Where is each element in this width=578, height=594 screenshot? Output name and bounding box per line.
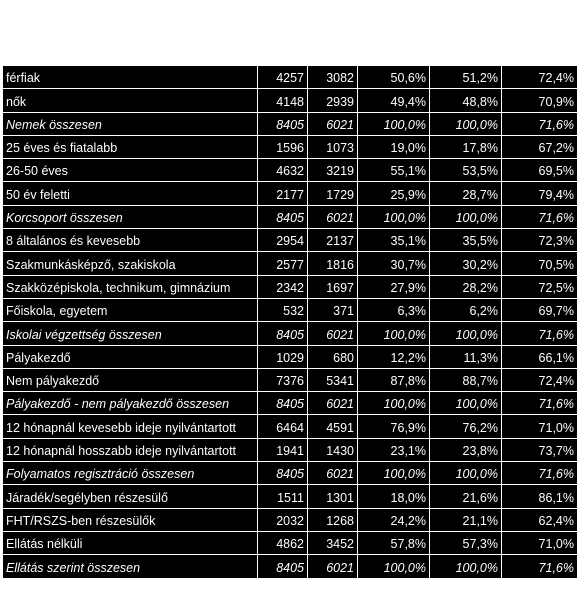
count-a-cell: 8405 (258, 462, 308, 485)
table-body (3, 66, 578, 579)
table-row (3, 182, 578, 205)
table-row (3, 531, 578, 554)
share-b-cell: 53,5% (430, 159, 502, 182)
ratio-cell: 70,9% (502, 89, 578, 112)
ratio-cell: 69,5% (502, 159, 578, 182)
count-a-cell: 8405 (258, 322, 308, 345)
row-label-cell: Ellátás szerint összesen (3, 555, 258, 578)
count-a-cell: 1596 (258, 135, 308, 158)
share-b-cell: 17,8% (430, 135, 502, 158)
table-row (3, 135, 578, 158)
share-b-cell: 11,3% (430, 345, 502, 368)
share-b-cell: 6,2% (430, 298, 502, 321)
share-a-cell: 100,0% (358, 392, 430, 415)
share-b-cell: 100,0% (430, 112, 502, 135)
ratio-cell: 86,1% (502, 485, 578, 508)
share-b-cell: 23,8% (430, 438, 502, 461)
ratio-cell: 71,0% (502, 415, 578, 438)
count-a-cell: 2577 (258, 252, 308, 275)
table-row (3, 368, 578, 391)
share-b-cell: 28,7% (430, 182, 502, 205)
row-label-cell: Ellátás nélküli (3, 531, 258, 554)
row-label-cell: 26-50 éves (3, 159, 258, 182)
count-b-cell: 1430 (308, 438, 358, 461)
table-row (3, 392, 578, 415)
share-b-cell: 100,0% (430, 392, 502, 415)
count-a-cell: 8405 (258, 112, 308, 135)
ratio-cell: 72,5% (502, 275, 578, 298)
table-row (3, 66, 578, 89)
count-a-cell: 4862 (258, 531, 308, 554)
row-label-cell: Nemek összesen (3, 112, 258, 135)
table-row (3, 508, 578, 531)
count-b-cell: 680 (308, 345, 358, 368)
share-b-cell: 28,2% (430, 275, 502, 298)
table-row (3, 322, 578, 345)
ratio-cell: 70,5% (502, 252, 578, 275)
row-label-cell: Pályakezdő (3, 345, 258, 368)
count-a-cell: 8405 (258, 205, 308, 228)
ratio-cell: 71,6% (502, 112, 578, 135)
count-b-cell: 3082 (308, 66, 358, 89)
count-b-cell: 1816 (308, 252, 358, 275)
row-label-cell: Főiskola, egyetem (3, 298, 258, 321)
row-label-cell: 8 általános és kevesebb (3, 229, 258, 252)
row-label-cell: Nem pályakezdő (3, 368, 258, 391)
ratio-cell: 73,7% (502, 438, 578, 461)
ratio-cell: 71,6% (502, 205, 578, 228)
row-label-cell: 25 éves és fiatalabb (3, 135, 258, 158)
row-label-cell: 12 hónapnál kevesebb ideje nyilvántartott (3, 415, 258, 438)
share-a-cell: 76,9% (358, 415, 430, 438)
row-label-cell: Járadék/segélyben részesülő (3, 485, 258, 508)
share-b-cell: 100,0% (430, 205, 502, 228)
count-b-cell: 1301 (308, 485, 358, 508)
ratio-cell: 62,4% (502, 508, 578, 531)
count-b-cell: 371 (308, 298, 358, 321)
count-b-cell: 6021 (308, 555, 358, 578)
share-b-cell: 21,1% (430, 508, 502, 531)
share-a-cell: 12,2% (358, 345, 430, 368)
share-b-cell: 30,2% (430, 252, 502, 275)
ratio-cell: 72,3% (502, 229, 578, 252)
share-b-cell: 21,6% (430, 485, 502, 508)
ratio-cell: 71,6% (502, 392, 578, 415)
share-a-cell: 19,0% (358, 135, 430, 158)
table-row (3, 229, 578, 252)
count-a-cell: 4632 (258, 159, 308, 182)
share-b-cell: 76,2% (430, 415, 502, 438)
share-a-cell: 23,1% (358, 438, 430, 461)
count-b-cell: 1729 (308, 182, 358, 205)
count-b-cell: 5341 (308, 368, 358, 391)
ratio-cell: 71,6% (502, 462, 578, 485)
count-b-cell: 4591 (308, 415, 358, 438)
share-b-cell: 100,0% (430, 555, 502, 578)
share-b-cell: 35,5% (430, 229, 502, 252)
share-a-cell: 18,0% (358, 485, 430, 508)
count-b-cell: 1697 (308, 275, 358, 298)
share-a-cell: 87,8% (358, 368, 430, 391)
count-a-cell: 2032 (258, 508, 308, 531)
share-a-cell: 35,1% (358, 229, 430, 252)
share-a-cell: 50,6% (358, 66, 430, 89)
row-label-cell: Szakközépiskola, technikum, gimnázium (3, 275, 258, 298)
table-row (3, 275, 578, 298)
ratio-cell: 79,4% (502, 182, 578, 205)
count-b-cell: 6021 (308, 322, 358, 345)
table-row (3, 345, 578, 368)
row-label-cell: 12 hónapnál hosszabb ideje nyilvántartott (3, 438, 258, 461)
share-b-cell: 88,7% (430, 368, 502, 391)
count-b-cell: 3219 (308, 159, 358, 182)
share-b-cell: 48,8% (430, 89, 502, 112)
share-a-cell: 25,9% (358, 182, 430, 205)
count-b-cell: 6021 (308, 205, 358, 228)
table-row (3, 438, 578, 461)
count-a-cell: 2954 (258, 229, 308, 252)
count-a-cell: 8405 (258, 392, 308, 415)
share-a-cell: 6,3% (358, 298, 430, 321)
table-row (3, 89, 578, 112)
row-label-cell: Folyamatos regisztráció összesen (3, 462, 258, 485)
ratio-cell: 67,2% (502, 135, 578, 158)
share-a-cell: 27,9% (358, 275, 430, 298)
count-a-cell: 4257 (258, 66, 308, 89)
row-label-cell: FHT/RSZS-ben részesülők (3, 508, 258, 531)
share-a-cell: 100,0% (358, 322, 430, 345)
count-a-cell: 1029 (258, 345, 308, 368)
row-label-cell: 50 év feletti (3, 182, 258, 205)
ratio-cell: 66,1% (502, 345, 578, 368)
share-a-cell: 24,2% (358, 508, 430, 531)
count-a-cell: 8405 (258, 555, 308, 578)
table-row (3, 205, 578, 228)
statistics-table (2, 65, 578, 579)
ratio-cell: 71,0% (502, 531, 578, 554)
ratio-cell: 69,7% (502, 298, 578, 321)
share-a-cell: 49,4% (358, 89, 430, 112)
count-a-cell: 1941 (258, 438, 308, 461)
table-row (3, 298, 578, 321)
table-row (3, 485, 578, 508)
count-a-cell: 6464 (258, 415, 308, 438)
row-label-cell: nők (3, 89, 258, 112)
ratio-cell: 71,6% (502, 555, 578, 578)
share-a-cell: 100,0% (358, 112, 430, 135)
share-a-cell: 100,0% (358, 555, 430, 578)
table-row (3, 415, 578, 438)
ratio-cell: 71,6% (502, 322, 578, 345)
row-label-cell: férfiak (3, 66, 258, 89)
count-a-cell: 1511 (258, 485, 308, 508)
table-row (3, 159, 578, 182)
count-b-cell: 3452 (308, 531, 358, 554)
share-a-cell: 100,0% (358, 462, 430, 485)
share-a-cell: 55,1% (358, 159, 430, 182)
count-a-cell: 2342 (258, 275, 308, 298)
count-b-cell: 2137 (308, 229, 358, 252)
share-b-cell: 100,0% (430, 462, 502, 485)
count-b-cell: 2939 (308, 89, 358, 112)
count-b-cell: 6021 (308, 392, 358, 415)
row-label-cell: Iskolai végzettség összesen (3, 322, 258, 345)
share-b-cell: 51,2% (430, 66, 502, 89)
count-b-cell: 6021 (308, 112, 358, 135)
row-label-cell: Pályakezdő - nem pályakezdő összesen (3, 392, 258, 415)
row-label-cell: Szakmunkásképző, szakiskola (3, 252, 258, 275)
count-a-cell: 4148 (258, 89, 308, 112)
share-a-cell: 57,8% (358, 531, 430, 554)
ratio-cell: 72,4% (502, 368, 578, 391)
ratio-cell: 72,4% (502, 66, 578, 89)
count-a-cell: 532 (258, 298, 308, 321)
share-b-cell: 57,3% (430, 531, 502, 554)
share-a-cell: 30,7% (358, 252, 430, 275)
table-row (3, 462, 578, 485)
table-row (3, 112, 578, 135)
count-a-cell: 7376 (258, 368, 308, 391)
count-b-cell: 1268 (308, 508, 358, 531)
count-b-cell: 1073 (308, 135, 358, 158)
share-a-cell: 100,0% (358, 205, 430, 228)
table-row (3, 252, 578, 275)
share-b-cell: 100,0% (430, 322, 502, 345)
row-label-cell: Korcsoport összesen (3, 205, 258, 228)
count-b-cell: 6021 (308, 462, 358, 485)
table-row (3, 555, 578, 578)
count-a-cell: 2177 (258, 182, 308, 205)
